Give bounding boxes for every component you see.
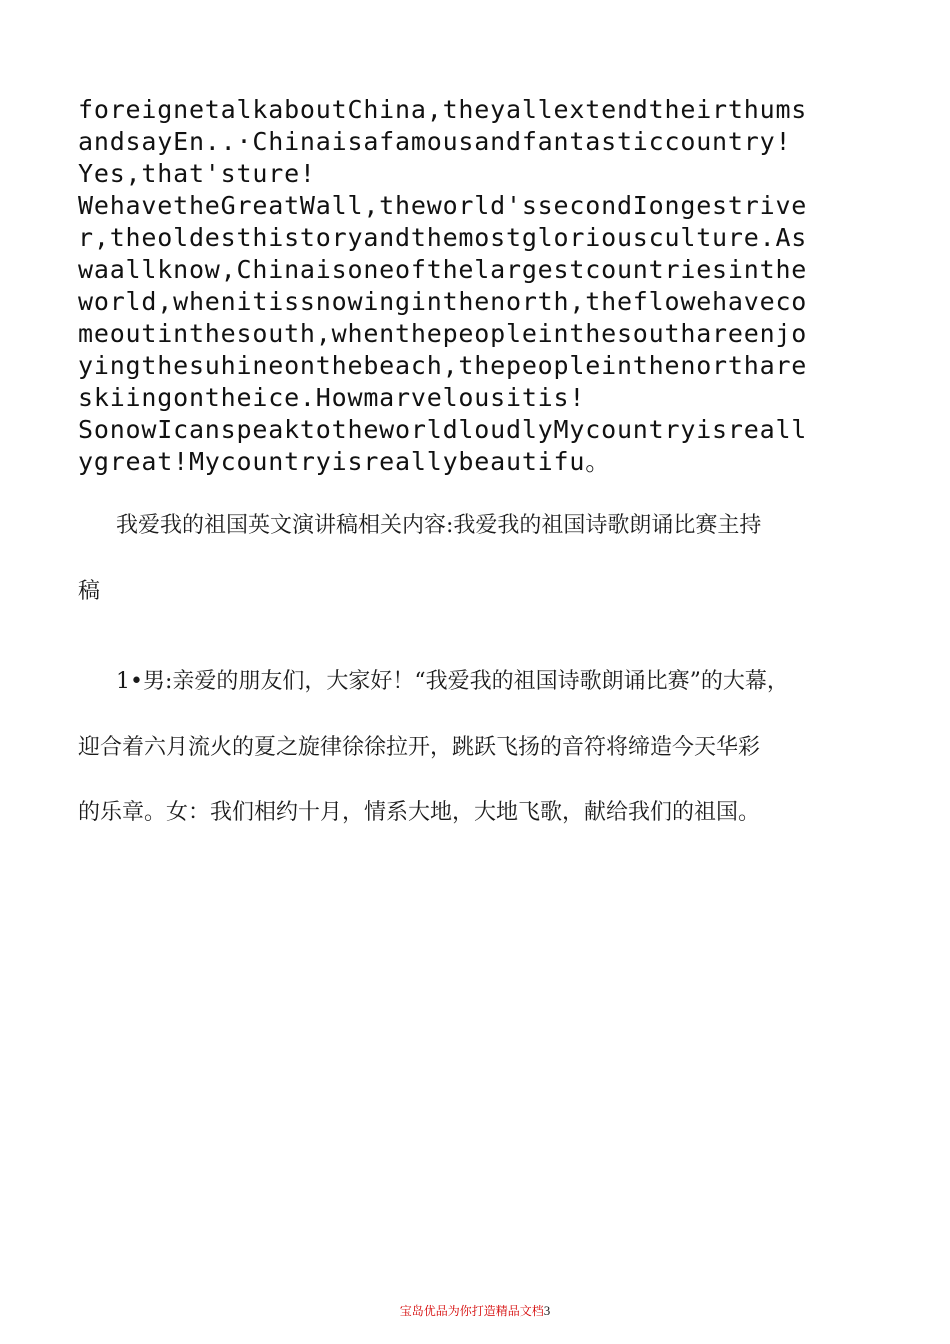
footer-text: 宝岛优品为你打造精品文档 [399,1304,544,1318]
script-paragraph-line-2: 迎合着六月流火的夏之旋律徐徐拉开，跳跃飞扬的音符将缔造今天华彩 [78,735,761,760]
text-line: WehavetheGreatWall,theworld'ssecondIongestrive [78,191,808,220]
related-content-line-1: 我爱我的祖国英文演讲稿相关内容:我爱我的祖国诗歌朗诵比赛主持 [116,513,762,538]
related-content-line-2: 稿 [78,579,101,604]
page-footer [0,1302,950,1319]
text-line: yingthesuhineonthebeach,thepeopleinthenorthare [78,351,808,380]
text-line: SonowIcanspeaktotheworldloudlyMycountryisreall [78,415,808,444]
text-line: Yes,that'sture! [78,159,316,188]
text-line: skiingontheice.Howmarvelousitis! [78,383,586,412]
text-line: andsayEn..·Chinaisafamousandfantasticcountry! [78,127,792,156]
english-speech-text [78,94,878,478]
script-paragraph-line-3: 的乐章。女：我们相约十月，情系大地，大地飞歌，献给我们的祖国。 [78,800,761,825]
text-line: world,whenitissnowinginthenorth,theflowehaveco [78,287,808,316]
text-line: foreignetalkaboutChina,theyallextendtheirthums [78,95,808,124]
page-number: 3 [543,1303,551,1318]
text-line: waallknow,Chinaisoneofthelargestcountriesinthe [78,255,808,284]
script-paragraph-line-1: 1•男:亲爱的朋友们，大家好！“我爱我的祖国诗歌朗诵比赛”的大幕， [116,669,789,694]
text-line: r,theoldesthistoryandthemostgloriousculture.As [78,223,808,252]
text-line: ygreat!Mycountryisreallybeautifu。 [78,447,612,476]
text-line: meoutinthesouth,whenthepeopleinthesouthareenjo [78,319,808,348]
